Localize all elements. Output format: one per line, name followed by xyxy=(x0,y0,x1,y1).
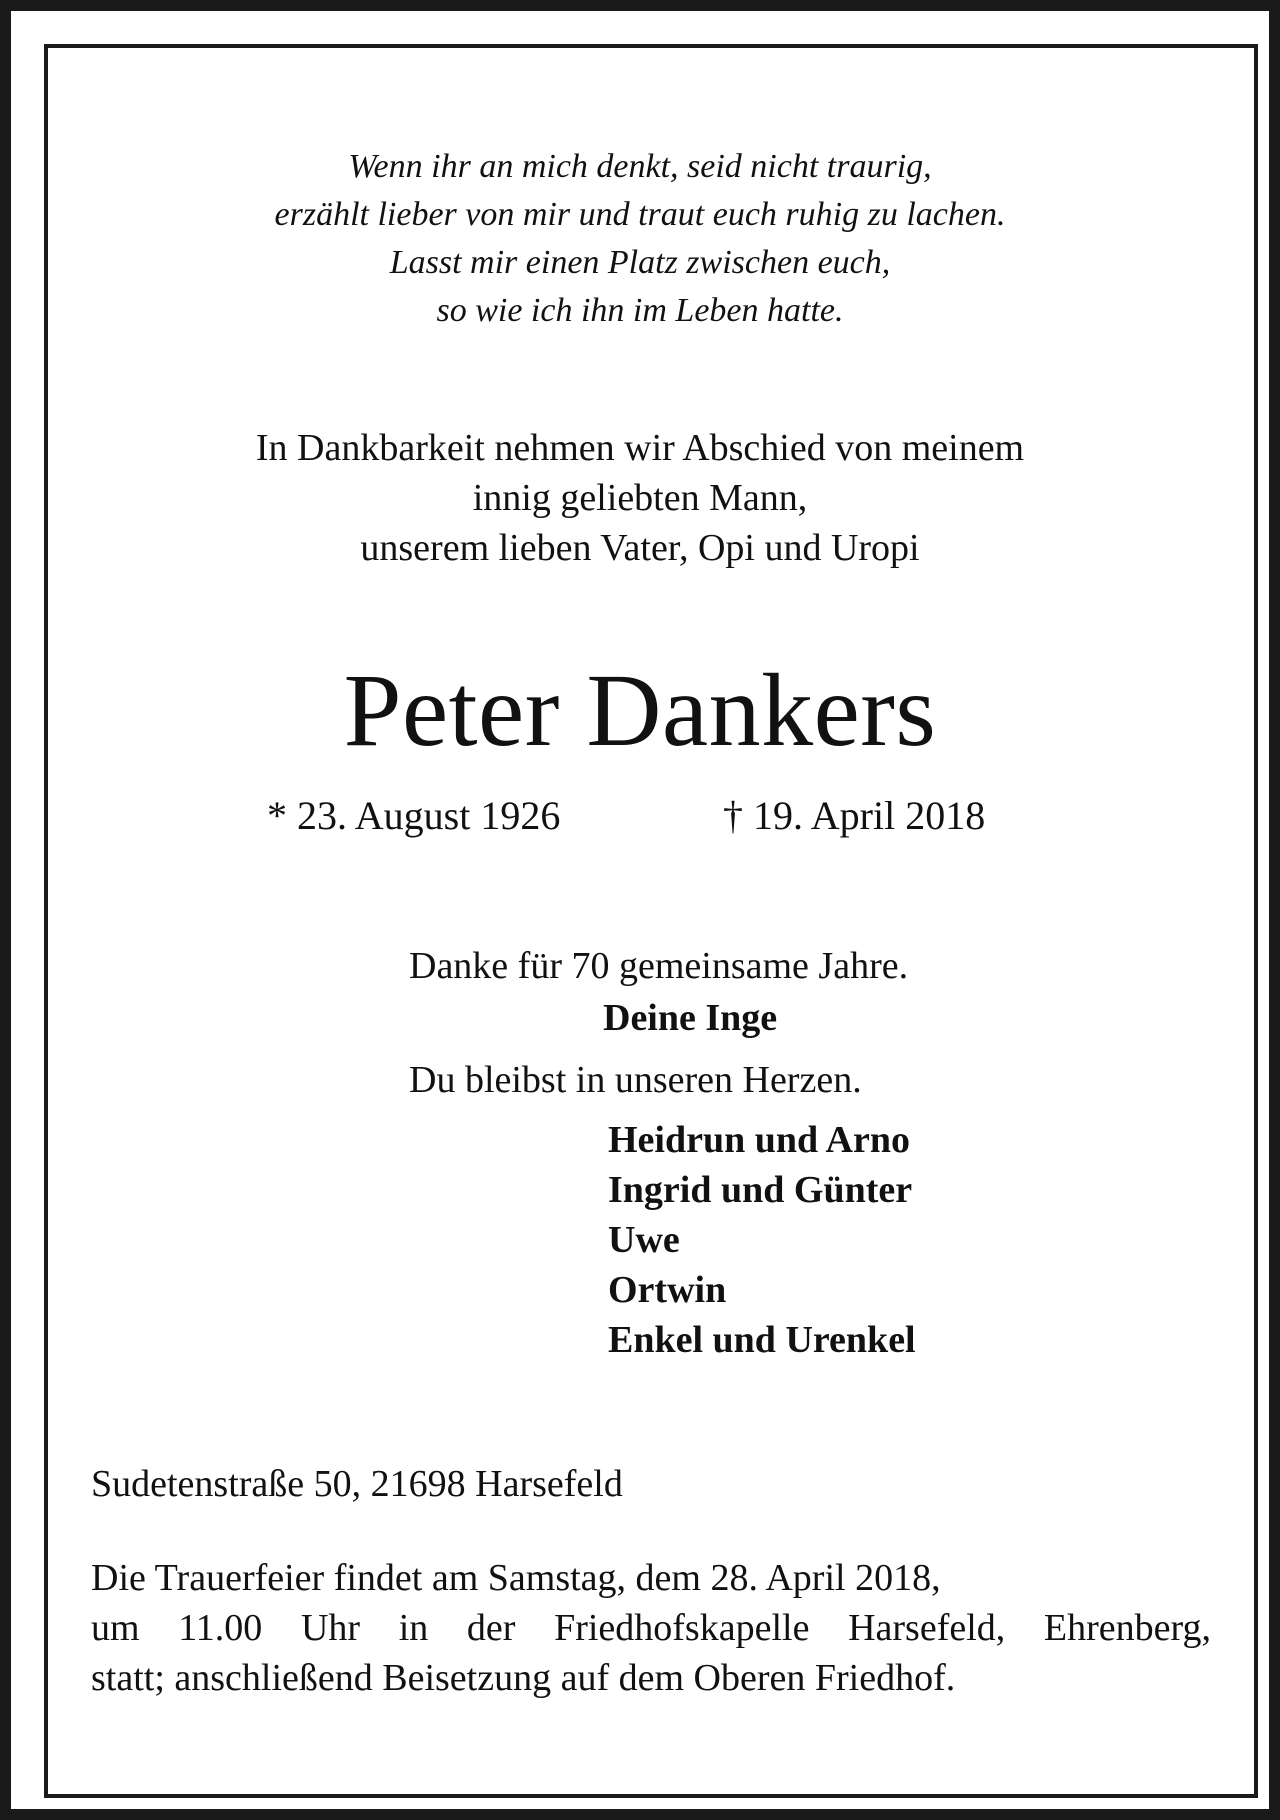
farewell-intro xyxy=(11,423,1269,573)
funeral-line-justified xyxy=(91,1603,1211,1653)
funeral-word: um xyxy=(91,1607,140,1649)
spouse-signature: Deine Inge xyxy=(603,997,778,1039)
family-members-list xyxy=(608,1115,916,1365)
death-date: † 19. April 2018 xyxy=(723,793,986,838)
poem-line: Lasst mir einen Platz zwischen euch, xyxy=(389,244,891,281)
intro-line: innig geliebten Mann, xyxy=(472,477,808,519)
family-address: Sudetenstraße 50, 21698 Harsefeld xyxy=(91,1463,623,1505)
funeral-word: Ehrenberg, xyxy=(1043,1607,1211,1649)
funeral-notice xyxy=(91,1553,1211,1703)
family-member: Uwe xyxy=(608,1219,680,1261)
intro-line: unserem lieben Vater, Opi und Uropi xyxy=(360,527,920,569)
funeral-line: Die Trauerfeier findet am Samstag, dem 28. April 2018, xyxy=(91,1557,941,1599)
poem-line: erzählt lieber von mir und traut euch ruhig zu lachen. xyxy=(274,196,1006,233)
funeral-word: Friedhofskapelle xyxy=(554,1607,810,1649)
spouse-message: Danke für 70 gemeinsame Jahre. xyxy=(409,945,909,987)
memorial-poem xyxy=(11,143,1269,335)
funeral-word: 11.00 xyxy=(178,1607,263,1649)
funeral-line: statt; anschließend Beisetzung auf dem Oberen Friedhof. xyxy=(91,1657,956,1699)
funeral-word: Uhr xyxy=(300,1607,361,1649)
funeral-word: in xyxy=(398,1607,429,1649)
birth-date: * 23. August 1926 xyxy=(267,793,561,838)
family-member: Heidrun und Arno xyxy=(608,1119,910,1161)
family-member: Enkel und Urenkel xyxy=(608,1319,916,1361)
intro-line: In Dankbarkeit nehmen wir Abschied von meinem xyxy=(255,427,1025,469)
poem-line: so wie ich ihn im Leben hatte. xyxy=(436,292,844,329)
funeral-word: Harsefeld, xyxy=(848,1607,1006,1649)
poem-line: Wenn ihr an mich denkt, seid nicht traurig, xyxy=(348,148,932,185)
funeral-word: der xyxy=(466,1607,516,1649)
family-member: Ingrid und Günter xyxy=(608,1169,913,1211)
family-member: Ortwin xyxy=(608,1269,727,1311)
deceased-name: Peter Dankers xyxy=(343,653,937,768)
family-message: Du bleibst in unseren Herzen. xyxy=(409,1059,862,1101)
